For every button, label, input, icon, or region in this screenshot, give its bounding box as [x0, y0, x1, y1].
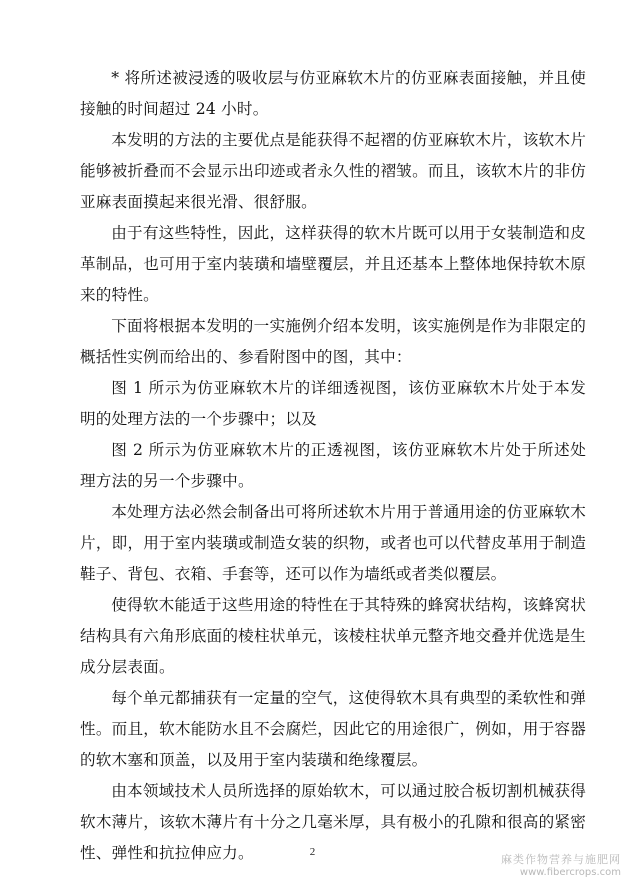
paragraph-8: 使得软木能适于这些用途的特性在于其特殊的蜂窝状结构，该蜂窝状结构具有六角形底面的棱柱状单元，该棱柱状单元整齐地交叠并优选是生成分层表面。 — [80, 596, 586, 676]
paragraph-5: 图 1 所示为仿亚麻软木片的详细透视图，该仿亚麻软木片处于本发明的处理方法的一个步骤中；以及 — [80, 379, 586, 428]
paragraph-2: 本发明的方法的主要优点是能获得不起褶的仿亚麻软木片，该软木片能够被折叠而不会显示出印迹或者永久性的褶皱。而且，该软木片的非仿亚麻表面摸起来很光滑、很舒服。 — [80, 131, 586, 211]
paragraph-6: 图 2 所示为仿亚麻软木片的正透视图，该仿亚麻软木片处于所述处理方法的另一个步骤中。 — [80, 441, 586, 490]
paragraph-4: 下面将根据本发明的一实施例介绍本发明，该实施例是作为非限定的概括性实例而给出的、参看附图中的图，其中： — [80, 317, 586, 366]
paragraph-3: 由于有这些特性，因此，这样获得的软木片既可以用于女装制造和皮革制品，也可用于室内装璜和墙壁覆层，并且还基本上整体地保持软木原来的特性。 — [80, 224, 586, 304]
paragraph-10: 由本领域技术人员所选择的原始软木，可以通过胶合板切割机械获得软木薄片，该软木薄片有十分之几毫米厚，具有极小的孔隙和很高的紧密性、弹性和抗拉伸应力。 — [80, 782, 586, 862]
paragraph-7: 本处理方法必然会制备出可将所述软木片用于普通用途的仿亚麻软木片，即，用于室内装璜或制造女装的织物，或者也可以代替皮革用于制造鞋子、背包、衣箱、手套等，还可以作为墙纸或者类似覆层。 — [80, 503, 586, 583]
page-number: 2 — [309, 846, 316, 858]
site-watermark — [501, 853, 621, 879]
paragraph-1: * 将所述被浸透的吸收层与仿亚麻软木片的仿亚麻表面接触，并且使接触的时间超过 24 小时。 — [80, 69, 586, 118]
watermark-url: www.fibercrops.com — [519, 867, 621, 878]
paragraph-9: 每个单元都捕获有一定量的空气，这使得软木具有典型的柔软性和弹性。而且，软木能防水且不会腐烂，因此它的用途很广，例如，用于容器的软木塞和顶盖，以及用于室内装璜和绝缘覆层。 — [80, 689, 586, 769]
watermark-site-name: 麻类作物营养与施肥网 — [501, 853, 621, 866]
